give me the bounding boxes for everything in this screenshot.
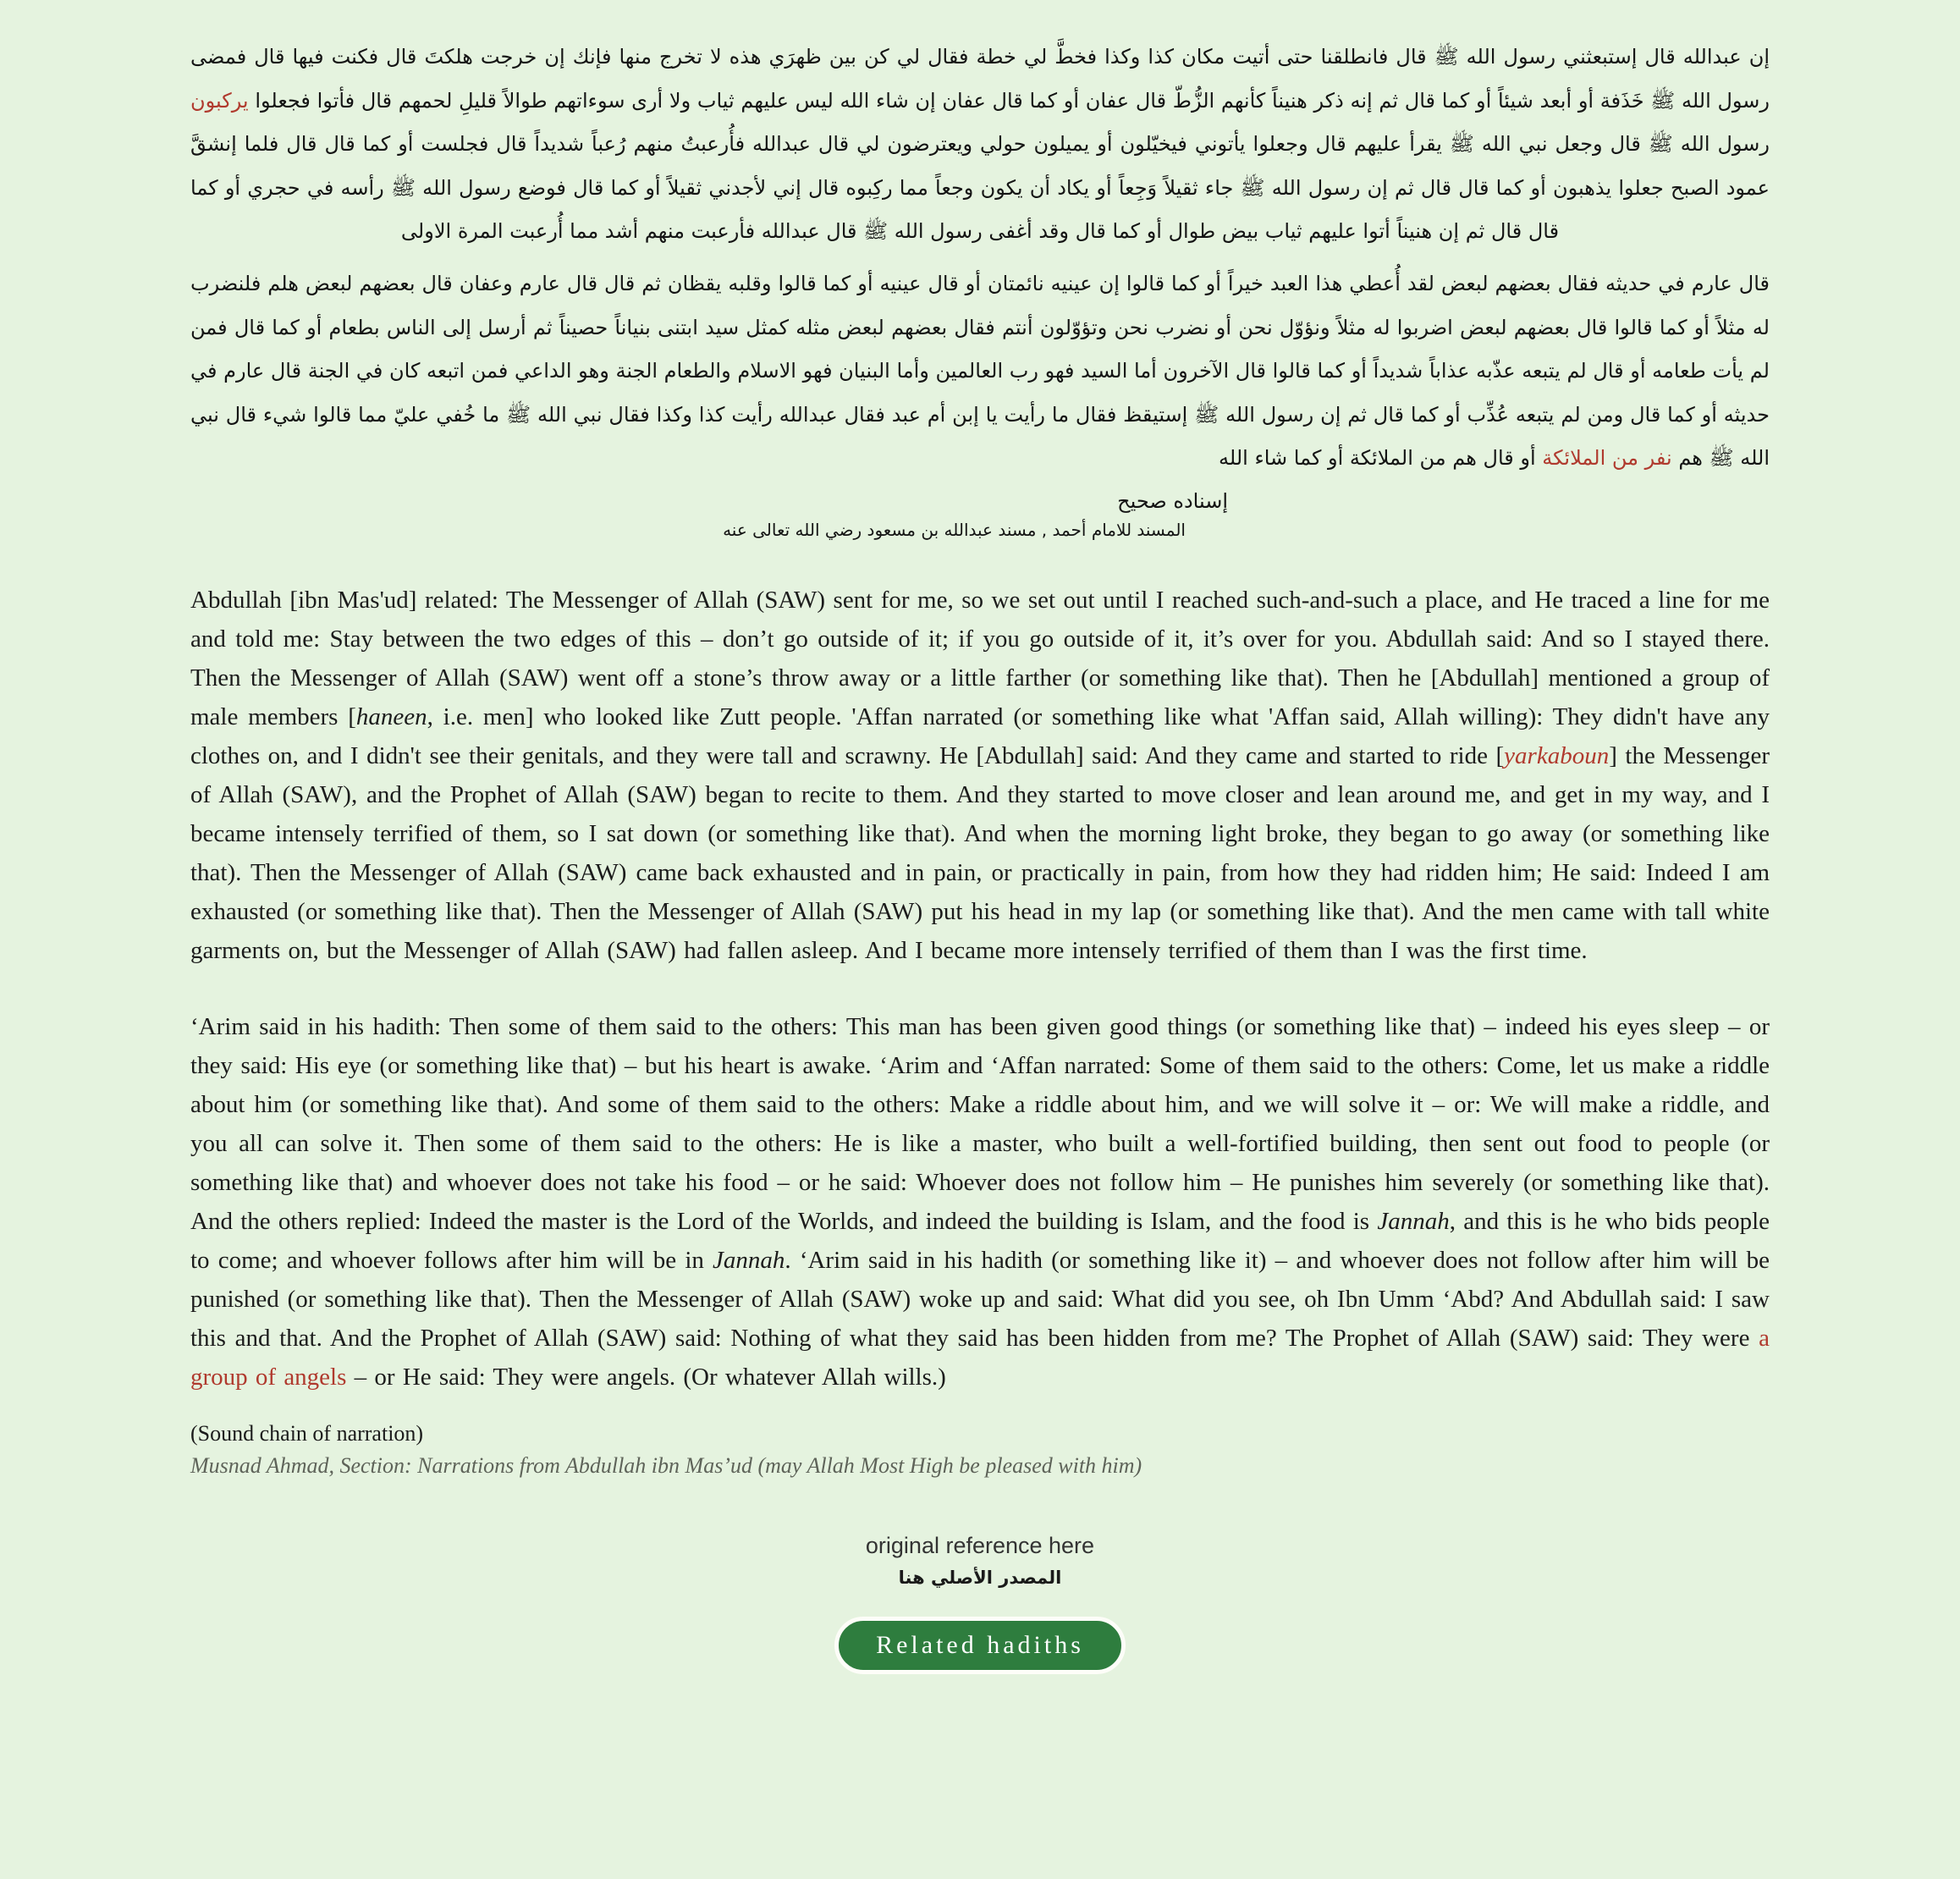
english-text-segment: ‘Arim said in his hadith: Then some of them said to the others: This man has been given good things (or something like that) – indeed his eyes sleep – or they said: His eye (or something like that) – but his heart is awake. ‘Arim and ‘Affan narrated: Some of them said to the others: Come, let us make a riddle about him (or something like that). And some of them said to the others: Make a riddle about him, and we will solve it – or: We will make a riddle, and you all can solve it. Then some of them said to the others: He is like a master, who built a well-fortified building, then sent out food to people (or something like that) and whoever does not take his food – or he said: Whoever does not follow him – He punishes him severely (or something like that). And the others replied: Indeed the master is the Lord of the Worlds, and indeed the building is Islam, and the food is — [190, 1012, 1770, 1235]
english-paragraph-1 — [190, 581, 1770, 970]
highlight-group-of-angels: a group of angels — [190, 1324, 1770, 1391]
english-text-segment: – or He said: They were angels. (Or whatever Allah wills.) — [346, 1363, 946, 1391]
arabic-hadith-paragraph-2 — [190, 262, 1770, 481]
english-paragraph-2 — [190, 1007, 1770, 1397]
original-reference-link-arabic[interactable]: المصدر الأصلي هنا — [898, 1567, 1062, 1588]
original-reference-link-english[interactable]: original reference here — [865, 1532, 1095, 1558]
hadith-page — [190, 0, 1770, 1674]
english-text-segment: , and this is he who bids people to come; and whoever follows after him will be in — [190, 1207, 1770, 1274]
english-text-segment: ] the Messenger of Allah (SAW), and the Prophet of Allah (SAW) began to recite to them. And they started to move closer and lean around me, and get in my way, and I became intensely terrified of them, so I sat down (or something like that). And when the morning light broke, they began to go away (or something like that). Then the Messenger of Allah (SAW) came back exhausted and in pain, or practically in pain, from how they had ridden him; He said: Indeed I am exhausted (or something like that). Then the Messenger of Allah (SAW) put his head in my lap (or something like that). And the men came with tall white garments on, but the Messenger of Allah (SAW) had fallen asleep. And I became more intensely terrified of them than I was the first time. — [190, 741, 1770, 964]
arabic-isnad-grading: إسناده صحيح — [1117, 488, 1228, 513]
arabic-highlight-angels: نفر من الملائكة — [1542, 446, 1672, 471]
english-text-segment: , i.e. men] who looked like Zutt people. 'Affan narrated (or something like what 'Affan said, Allah willing): They didn't have any clothes on, and I didn't see their genitals, and they were tall and scrawny. He [Abdullah] said: And they came and started to ride [ — [190, 703, 1770, 769]
arabic-text-segment: أو قال هم من الملائكة أو كما شاء الله — [1219, 446, 1543, 471]
english-text-segment: Abdullah [ibn Mas'ud] related: The Messenger of Allah (SAW) sent for me, so we set out until I reached such-and-such a place, and He traced a line for me and told me: Stay between the two edges of this – don’t go outside of it; if you go outside of it, it’s over for you. Abdullah said: And so I stayed there. Then the Messenger of Allah (SAW) went off a stone’s throw away or a little farther (or something like that). Then he [Abdullah] mentioned a group of male members [ — [190, 586, 1770, 730]
english-source-citation: Musnad Ahmad, Section: Narrations from Abdullah ibn Mas’ud (may Allah Most High be pleased with him) — [190, 1452, 1142, 1478]
transliteration-haneen: haneen — [355, 703, 427, 730]
page-footer — [190, 1533, 1770, 1674]
related-hadiths-button[interactable]: Related hadiths — [834, 1617, 1126, 1674]
arabic-highlight-yarkaboun: يركبون — [190, 88, 249, 113]
grading-note: (Sound chain of narration) — [190, 1420, 424, 1446]
transliteration-jannah: Jannah — [1377, 1207, 1450, 1235]
arabic-source-citation: المسند للامام أحمد , مسند عبدالله بن مسعود رضي الله تعالى عنه — [723, 519, 1186, 540]
english-translation-block — [190, 581, 1770, 1479]
arabic-text-segment: قال عارم في حديثه فقال بعضهم لبعض لقد أُعطي هذا العبد خيراً أو كما قالوا إن عينيه نائمتان أو قال عينيه أو كما قالوا وقلبه يقظان ثم قال قال عارم وعفان قال بعضهم لبعض هلم فلنضرب له مثلاً أو كما قالوا قال بعضهم لبعض اضربوا له مثلاً ونؤوّل نحن أو نضرب نحن وتؤوّلون أنتم فقال بعضهم لبعض مثله كمثل سيد ابتنى بنياناً حصيناً ثم أرسل إلى الناس بطعام أو كما قال فمن لم يأت طعامه أو قال لم يتبعه عذّبه عذاباً شديداً أو كما قالوا قال الآخرون أما السيد فهو رب العالمين وأما البنيان فهو الاسلام والطعام الجنة وهو الداعي فمن اتبعه كان في الجنة قال عارم في حديثه أو كما قال ومن لم يتبعه عُذِّب أو كما قال ثم إن رسول الله ﷺ إستيقظ فقال ما رأيت يا إبن أم عبد فقال عبدالله رأيت كذا وكذا فقال نبي الله ﷺ ما خُفي عليّ مما قالوا شيء قال نبي الله ﷺ هم — [190, 271, 1770, 471]
english-text-segment: . ‘Arim said in his hadith (or something like it) – and whoever does not follow after him will be punished (or something like that). Then the Messenger of Allah (SAW) woke up and said: What did you see, oh Ibn Umm ‘Abd? And Abdullah said: I saw this and that. And the Prophet of Allah (SAW) said: Nothing of what they said has been hidden from me? The Prophet of Allah (SAW) said: They were — [190, 1246, 1770, 1352]
arabic-text-segment: رسول الله ﷺ قال وجعل نبي الله ﷺ يقرأ عليهم قال وجعلوا يأتوني فيخيّلون أو يميلون حولي ويعترضون لي قال عبدالله فأُرعبتُ منهم رُعباً شديداً قال فجلست أو كما قال قال فلما إنشقَّ عمود الصبح جعلوا يذهبون أو كما قال قال ثم إن رسول الله ﷺ جاء ثقيلاً وَجِعاً أو يكاد أن يكون وجعاً مما ركِبوه قال إني لأجدني ثقيلاً أو كما قال فوضع رسول الله ﷺ رأسه في حجري أو كما قال قال ثم إن هنيناً أتوا عليهم ثياب بيض طوال أو كما قال وقد أغفى رسول الله ﷺ قال عبدالله فأرعبت منهم أشد مما أُرعبت المرة الاولى — [190, 132, 1770, 244]
arabic-text-segment: إن عبدالله قال إستبعثني رسول الله ﷺ قال فانطلقنا حتى أتيت مكان كذا وكذا فخطَّ لي خطة فقال لي كن بين ظهرَي هذه لا تخرج منها فإنك إن خرجت هلكتَ قال فكنت فيها قال فمضى رسول الله ﷺ خَذَفة أو أبعد شيئاً أو كما قال ثم إنه ذكر هنيناً كأنهم الزُّطّ قال عفان أو كما قال عفان إن شاء الله ليس عليهم ثياب ولا أرى سوءاتهم طوالاً قليلِ لحمهم قال فأتوا فجعلوا — [190, 45, 1770, 113]
transliteration-jannah: Jannah — [713, 1246, 785, 1274]
arabic-hadith-paragraph-1 — [190, 36, 1770, 254]
arabic-hadith-block — [190, 36, 1770, 540]
transliteration-yarkaboun: yarkaboun — [1504, 741, 1610, 769]
